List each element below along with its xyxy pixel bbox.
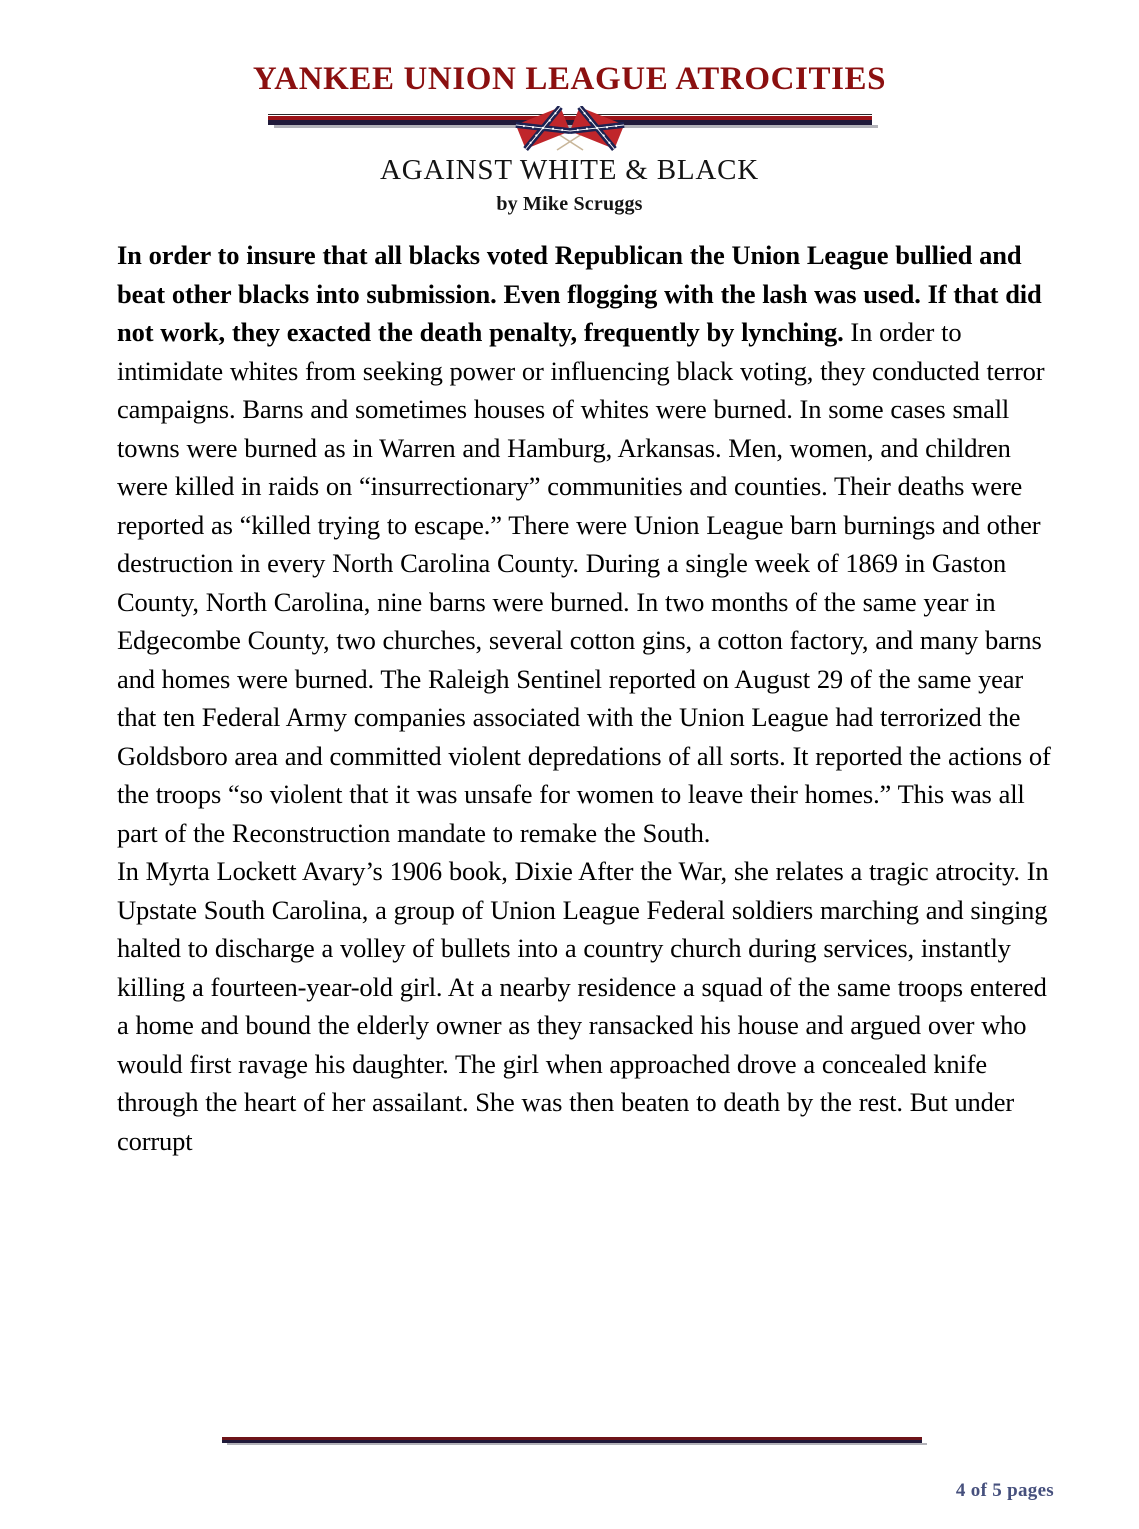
paragraph-1-continuation: In order to intimidate whites from seeking power or influencing black voting, they conducted terror campaigns. Barns and sometimes houses of whites were burned. In some cases small towns were burned as in Warren and Hamburg, Arkansas. Men, women, and children were killed in raids on “insurrectionary” communities and counties. Their deaths were reported as “killed trying to escape.” There were Union League barn burnings and other destruction in every North Carolina County. During a single week of 1869 in Gaston County, North Carolina, nine barns were burned. In two months of the same year in Edgecombe County, two churches, several cotton gins, a cotton factory, and many barns and homes were burned. The Raleigh Sentinel reported on August 29 of the same year that ten Federal Army companies associated with the Union League had terrorized the Goldsboro area and committed violent depredations of all sorts. It reported the actions of the troops “so violent that it was unsafe for women to leave their homes.” This was all part of the Reconstruction mandate to remake the South. (117, 317, 1051, 848)
masthead (0, 0, 1139, 216)
page-title: YANKEE UNION LEAGUE ATROCITIES (252, 61, 887, 97)
paragraph-2: In Myrta Lockett Avary’s 1906 book, Dixie After the War, she relates a tragic atrocity. In Upstate South Carolina, a group of Union League Federal soldiers marching and singing halted to discharge a volley of bullets into a country church during services, instantly killing a fourteen-year-old girl. At a nearby residence a squad of the same troops entered a home and bound the elderly owner as they ransacked his house and argued over who would first ravage his daughter. The girl when approached drove a concealed knife through the heart of her assailant. She was then beaten to death by the rest. But under corrupt (117, 856, 1049, 1156)
crossed-flags-icon (509, 106, 631, 152)
page-number-label: 4 of 5 pages (955, 1480, 1054, 1501)
decorative-divider (0, 106, 1139, 152)
page-subtitle: AGAINST WHITE & BLACK (379, 154, 760, 186)
article-body (117, 236, 1062, 1160)
lead-bold-text: In order to insure that all blacks voted Republican the Union League bullied and beat other blacks into submission. Even flogging with the lash was used. If that did not work, they exacted the death penalty, frequently by lynching. (117, 240, 1042, 347)
paragraph-1 (117, 236, 1062, 852)
footer-shadow (227, 1443, 927, 1445)
byline: by Mike Scruggs (496, 193, 643, 215)
footer-divider (222, 1437, 922, 1447)
